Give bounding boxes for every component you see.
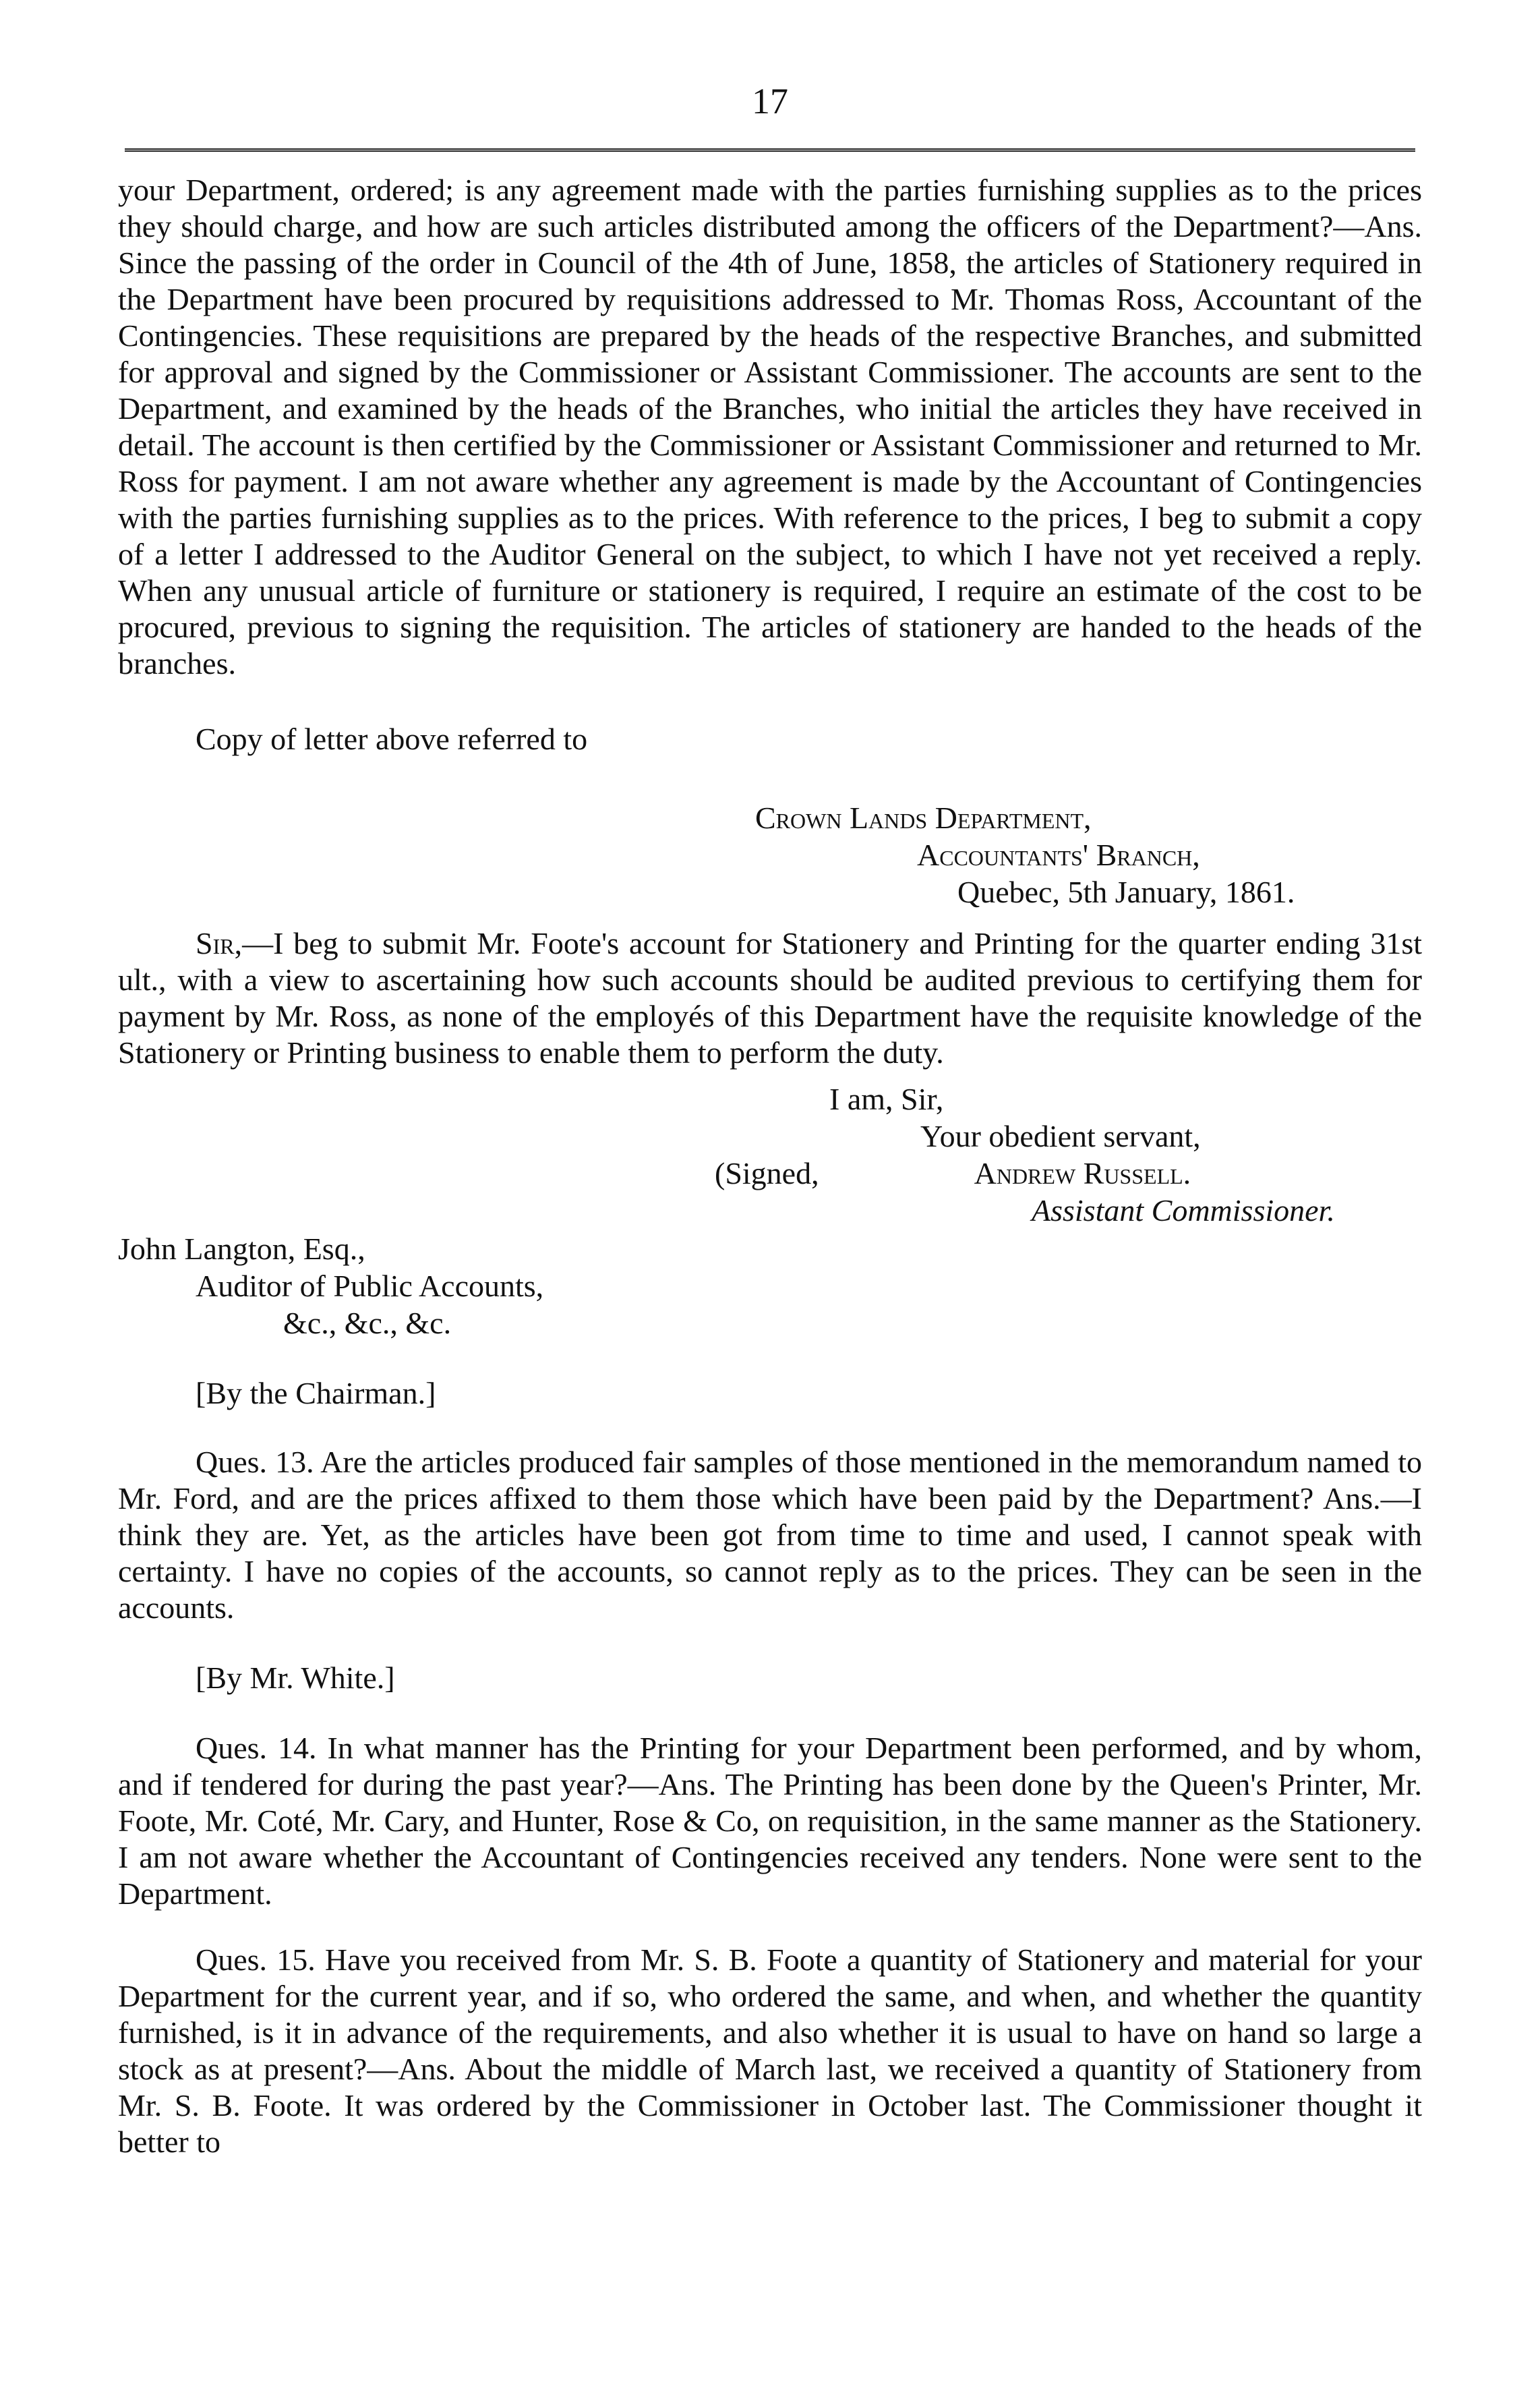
signature-block <box>118 1080 1422 1229</box>
question-14: Ques. 14. In what manner has the Printing for your Department been performed, and by whom, and if tendered for during the past year?—Ans. The Printing has been done by the Queen's Printer, Mr. Foote, Mr. Coté, Mr. Cary, and Hunter, Rose & Co, on requisition, in the same manner as the Stationery. I am not aware whether the Accountant of Contingencies received any tenders. None were sent to the Department. <box>118 1731 1422 1911</box>
letter-address-block <box>755 799 1422 911</box>
closing-line: I am, Sir, <box>829 1082 944 1116</box>
signatory-name: Andrew Russell. <box>974 1156 1191 1190</box>
letter-body <box>118 925 1422 1071</box>
header-rule <box>125 148 1415 152</box>
signed-label: (Signed, <box>715 1156 819 1190</box>
paragraph-answer-12: your Department, ordered; is any agreement made with the parties furnishing supplies as to the prices they should charge, and how are such articles distributed among the officers of the Department?—Ans. Since the passing of the order in Council of the 4th of June, 1858, the articles of Stationery required in the Department have been procured by requisitions addressed to Mr. Thomas Ross, Accountant of the Contingencies. These requisitions are prepared by the heads of the respective Branches, and submitted for approval and signed by the Commissioner or Assistant Commissioner. The accounts are sent to the Department, and examined by the heads of the Branches, who initial the articles they have received in detail. The account is then certified by the Commissioner or Assistant Commissioner and returned to Mr. Ross for payment. I am not aware whether any agreement is made by the Accountant of Contingencies with the parties furnishing supplies as to the prices. With reference to the prices, I beg to submit a copy of a letter I addressed to the Auditor General on the subject, to which I have not yet received a reply. When any unusual article of furniture or stationery is required, I require an estimate of the cost to be procured, previous to signing the requisition. The articles of stationery are handed to the heads of the branches. <box>118 173 1422 681</box>
by-chairman-heading: [By the Chairman.] <box>196 1376 436 1410</box>
signatory-title: Assistant Commissioner. <box>1032 1193 1335 1228</box>
letter-salutation: Sir, <box>196 926 243 960</box>
addressee-name: John Langton, Esq., <box>118 1232 365 1266</box>
question-15: Ques. 15. Have you received from Mr. S. B. Foote a quantity of Stationery and material for your Department for the current year, and if so, who ordered the same, and when, and whether the quantity furnished, is it in advance of the requirements, and also whether it is usual to have on hand so large a stock as at present?—Ans. About the middle of March last, we received a quantity of Stationery from Mr. S. B. Foote. It was ordered by the Commissioner in October last. The Commissioner thought it better to <box>118 1942 1422 2159</box>
signed-line <box>118 1155 1422 1192</box>
addressee-etc: &c., &c., &c. <box>283 1306 452 1340</box>
address-line-department: Crown Lands Department, <box>755 801 1092 835</box>
question-13: Ques. 13. Are the articles produced fair samples of those mentioned in the memorandum named to Mr. Ford, and are the prices affixed to them those which have been paid by the Department? Ans.—I think they are. Yet, as the articles have been got from time to time and used, I cannot speak with certainty. I have no copies of the accounts, so cannot reply as to the prices. They can be seen in the accounts. <box>118 1445 1422 1625</box>
copy-of-letter-heading: Copy of letter above referred to <box>196 722 588 756</box>
letter-body-text: —I beg to submit Mr. Foote's account for Stationery and Printing for the quarter ending 31st ult., with a view to ascertaining how such accounts should be audited previous to certifying them for payment by Mr. Ross, as none of the employés of this Department have the requisite knowledge of the Stationery or Printing business to enable them to perform the duty. <box>118 926 1422 1070</box>
addressee-block <box>118 1230 1422 1341</box>
addressee-title: Auditor of Public Accounts, <box>196 1269 544 1303</box>
address-line-branch: Accountants' Branch, <box>917 838 1200 872</box>
address-line-date: Quebec, 5th January, 1861. <box>957 875 1295 909</box>
page-number: 17 <box>752 81 788 121</box>
by-mr-white-heading: [By Mr. White.] <box>196 1661 395 1695</box>
closing-servant: Your obedient servant, <box>920 1119 1201 1153</box>
